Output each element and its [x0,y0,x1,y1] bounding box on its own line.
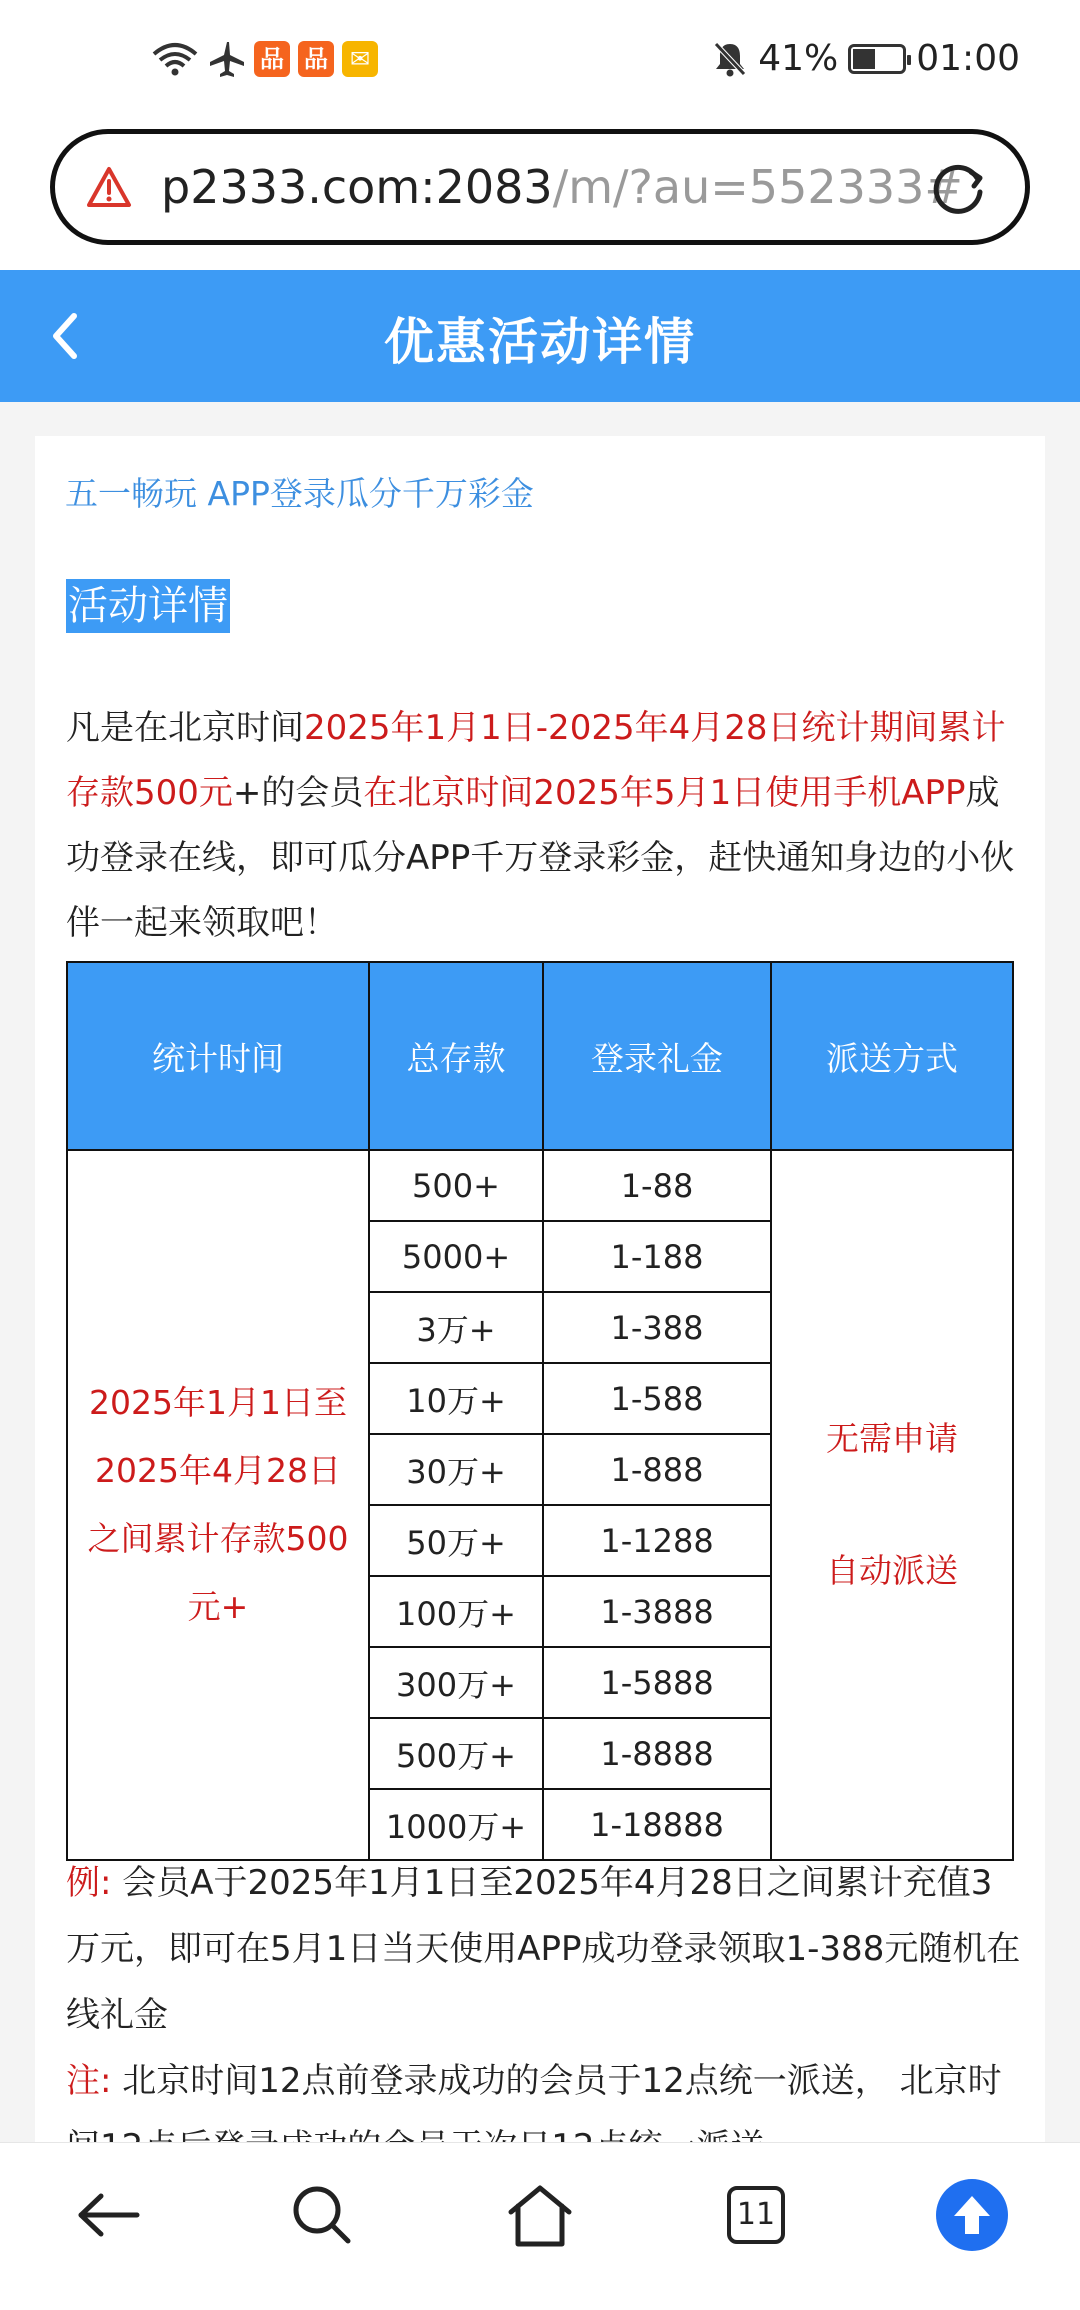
browser-bottom-nav [0,2142,1080,2310]
note-text: 北京时间12点前登录成功的会员于12点统一派送， 北京时 [122,2061,1002,2101]
column-header-deposit: 总存款 [369,962,543,1150]
status-left-icons [150,40,378,78]
wifi-icon [150,42,200,76]
arrow-up-icon [950,2192,994,2238]
bonus-cell: 1-188 [543,1221,771,1292]
deposit-cell: 500+ [369,1150,543,1221]
delivery-cell [771,1150,1013,1860]
page-header [0,270,1080,402]
example-label: 例: [66,1863,112,1903]
battery-icon [848,44,906,74]
section-heading: 活动详情 [66,579,230,633]
tab-count-badge: 11 [727,2186,785,2244]
notification-app-icon: 品 [298,41,334,77]
bonus-cell: 1-388 [543,1292,771,1363]
example-text: 会员A于2025年1月1日至2025年4月28日之间累计充值3万元，即可在5月1日当天使用APP成功登录领取1-388元随机在线礼金 [66,1863,1021,2035]
nav-search-button[interactable] [272,2165,372,2265]
status-bar [0,0,1080,125]
promo-detail-card [35,436,1045,2156]
scroll-to-top-button[interactable] [922,2165,1022,2265]
bonus-cell: 1-18888 [543,1789,771,1860]
battery-percent: 41% [758,38,839,79]
deposit-cell: 300万+ [369,1647,543,1718]
intro-text: +的会员 [232,773,364,813]
mail-notification-icon: ✉ [342,41,378,77]
status-right-icons [712,38,1020,79]
delivery-line: 无需申请 [826,1419,958,1458]
delivery-line: 自动派送 [826,1551,958,1590]
deposit-cell: 3万+ [369,1292,543,1363]
intro-text: 成功登录在线，即可瓜分APP千万登录彩金，赶快通知身边的小伙伴一起来领取吧！ [66,773,1015,943]
back-arrow-icon [75,2190,141,2240]
deposit-cell: 50万+ [369,1505,543,1576]
page-title: 优惠活动详情 [384,313,696,371]
bonus-cell: 1-588 [543,1363,771,1434]
nav-home-button[interactable] [490,2165,590,2265]
url-text[interactable] [161,160,963,214]
deposit-cell: 5000+ [369,1221,543,1292]
reload-icon[interactable] [927,158,989,220]
url-path: /m/?au=552333# [552,160,963,214]
nav-back-button[interactable] [58,2165,158,2265]
column-header-delivery: 派送方式 [771,962,1013,1150]
intro-highlight: 在北京时间2025年5月1日使用手机APP [363,773,966,813]
bonus-cell: 1-88 [543,1150,771,1221]
warning-icon[interactable] [85,165,133,209]
up-arrow-circle [936,2179,1008,2251]
period-cell: 2025年1月1日至2025年4月28日之间累计存款500元+ [67,1150,369,1860]
clock: 01:00 [916,38,1020,79]
notification-app-icon: 品 [254,41,290,77]
deposit-cell: 500万+ [369,1718,543,1789]
url-field[interactable] [50,129,1030,245]
deposit-cell: 1000万+ [369,1789,543,1860]
bonus-cell: 1-3888 [543,1576,771,1647]
bonus-cell: 1-5888 [543,1647,771,1718]
promo-title: 五一畅玩 APP登录瓜分千万彩金 [65,474,534,513]
table-row [67,1150,1013,1221]
bonus-cell: 1-1288 [543,1505,771,1576]
mute-bell-icon [712,40,748,78]
intro-text: 凡是在北京时间 [66,708,304,748]
intro-highlight: 2025年1月1日-2025年4月28日统计期间累计存款500元 [66,708,1006,813]
deposit-cell: 10万+ [369,1363,543,1434]
note-label: 注: [66,2061,112,2101]
search-icon [290,2183,354,2247]
nav-tabs-button[interactable] [706,2165,806,2265]
airplane-mode-icon [208,40,246,78]
bonus-table [66,961,1014,1861]
home-icon [505,2182,575,2248]
example-paragraph [66,1850,1026,2048]
table-header-row [67,962,1013,1150]
promo-notes [66,1850,1026,2180]
url-host: p2333.com:2083 [161,160,553,214]
deposit-cell: 100万+ [369,1576,543,1647]
promo-intro [66,696,1026,956]
bonus-cell: 1-8888 [543,1718,771,1789]
bonus-cell: 1-888 [543,1434,771,1505]
column-header-bonus: 登录礼金 [543,962,771,1150]
deposit-cell: 30万+ [369,1434,543,1505]
battery-fill [853,49,874,69]
column-header-period: 统计时间 [67,962,369,1150]
address-bar [0,125,1080,270]
